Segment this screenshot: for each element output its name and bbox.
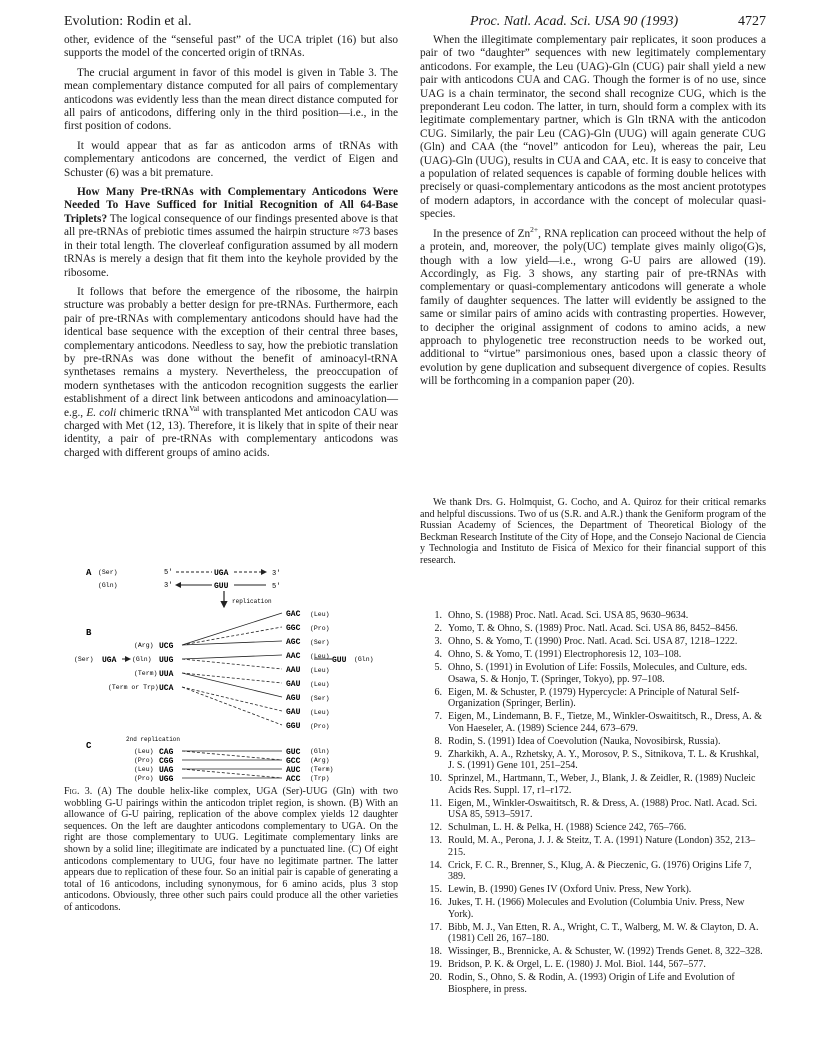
three-prime-label: 3' (164, 582, 173, 590)
three-prime-label-top: 3' (272, 570, 281, 578)
c-left-codon-0: CAG (159, 748, 174, 757)
right-codon-3: AAC (286, 652, 301, 661)
panel-b-left-codon: UGA (102, 656, 117, 665)
c-right-codon-0: GUC (286, 748, 301, 757)
section-heading: How Many Pre-tRNAs with Complementary Anticodons Were Needed To Have Sufficed for Initial Recognition of All 64-Base Triplets? (64, 186, 398, 225)
right-aa-6: (Ser) (310, 695, 330, 702)
reference-text: Ohno, S. (1991) in Evolution of Life: Fossils, Molecules, and Culture, eds. Osawa, S. & Honjo, T. (Springer, Tokyo), pp. 97–108. (448, 662, 748, 685)
text-run: It follows that before the emergence of the ribosome, the hairpin structure was probably a better design for pre-tRNAs. Furthermore, each pair of pre-tRNAs with complementary anticodons should have had the identical base sequence with the exception of their central three bases, complementary anticodons. Needless to say, how the prebiotic translation by pre-tRNAs was done without the benefit of aminoacyl-tRNA synthetases remains a mystery. Nevertheless, the preoccupation of modern synthetases with the anticodon recognition suggests the earlier establishment of a direct link between anticodons and aminoacylation—e.g., (64, 285, 398, 419)
reference-number: 1. (434, 610, 442, 621)
left-column (64, 34, 398, 466)
left-codon-1: UUG (159, 656, 174, 665)
journal-citation: Proc. Natl. Acad. Sci. USA 90 (1993) (470, 14, 679, 29)
reference-item (420, 749, 766, 772)
reference-item (420, 822, 766, 834)
panel-b-links (182, 613, 282, 725)
right-codon-6: AGU (286, 694, 301, 703)
paragraph (420, 224, 766, 389)
reference-item (420, 835, 766, 858)
paragraph: It would appear that as far as anticodon arms of tRNAs with complementary anticodons are concerned, the verdict of Eigen and Schuster (6) was a bit premature. (64, 139, 398, 179)
paragraph-text: The logical consequence of our findings presented above is that all pre-tRNAs of prebiotic times assumed the hairpin structure ≈73 bases in their total length. The cloverleaf configuration assumed by all modern tRNAs is merely a design that fit them into the keyhole provided by the ribosome. (64, 212, 398, 279)
right-codon-0: GAC (286, 610, 301, 619)
reference-number: 11. (429, 797, 442, 809)
right-codon-1: GGC (286, 624, 301, 633)
right-codon-4: AAU (286, 666, 301, 675)
right-codon-8: GGU (286, 722, 301, 731)
five-prime-label: 5' (164, 569, 173, 577)
panel-a-label: A (86, 568, 92, 578)
right-column (420, 34, 766, 395)
reference-number: 14. (429, 859, 442, 871)
right-aa-2: (Ser) (310, 639, 330, 646)
panel-b-ser-label: (Ser) (74, 656, 94, 663)
reference-item (420, 636, 766, 648)
reference-text: Bibb, M. J., Van Etten, R. A., Wright, C. T., Walberg, M. W. & Clayton, D. A. (1981) Cell 26, 167–180. (448, 921, 759, 944)
reference-item (420, 946, 766, 958)
reference-number: 8. (434, 735, 442, 747)
reference-text: Eigen, M., Lindemann, B. F., Tietze, M., Winkler-Oswaititsch, R., Dress, A. & Von Haeseler, A. (1989) Science 244, 673–679. (448, 711, 762, 734)
reference-item (420, 897, 766, 920)
figure-caption (64, 786, 398, 914)
superscript: 2+ (530, 224, 539, 234)
panel-a-gln-label: (Gln) (98, 582, 118, 589)
right-aa-3: (Leu) (310, 653, 330, 660)
right-codon-7: GAU (286, 708, 301, 717)
c-right-aa-0: (Gln) (310, 748, 330, 755)
c-left-codon-1: CGG (159, 757, 174, 766)
reference-item (420, 773, 766, 796)
c-left-codon-2: UAG (159, 766, 174, 775)
panel-b-right-codon: GUU (332, 656, 347, 665)
running-head-left (64, 14, 404, 30)
c-left-aa-0: (Leu) (134, 748, 154, 755)
panel-b-label: B (86, 628, 92, 638)
left-aa-2: (Term) (134, 670, 158, 677)
reference-number: 5. (434, 662, 442, 673)
left-aa-3: (Term or Trp) (108, 684, 159, 691)
reference-number: 19. (429, 959, 442, 970)
reference-item (420, 972, 766, 995)
reference-item (420, 610, 766, 622)
panel-a-ser-label: (Ser) (98, 569, 118, 576)
c-left-aa-1: (Pro) (134, 757, 154, 764)
reference-text: Rould, M. A., Perona, J. J. & Steitz, T. A. (1991) Nature (London) 352, 213–215. (448, 835, 756, 858)
panel-a-bottom-codon: GUU (214, 582, 229, 591)
reference-text: Yomo, T. & Ohno, S. (1989) Proc. Natl. Acad. Sci. USA 86, 8452–8456. (448, 623, 738, 634)
running-head-right (470, 14, 766, 30)
reference-text: Rodin, S. (1991) Idea of Coevolution (Nauka, Novosibirsk, Russia). (448, 735, 721, 747)
c-left-aa-3: (Pro) (134, 775, 154, 782)
reference-number: 10. (429, 773, 442, 784)
reference-text: Crick, F. C. R., Brenner, S., Klug, A. & Pieczenic, G. (1976) Origins Life 7, 389. (448, 859, 752, 882)
reference-text: Eigen, M., Winkler-Oswaititsch, R. & Dress, A. (1988) Proc. Natl. Acad. Sci. USA 85, 5913–5917. (448, 797, 758, 820)
right-aa-7: (Leu) (310, 709, 330, 716)
reference-number: 13. (429, 835, 442, 846)
section-paragraph (64, 186, 398, 280)
reference-item (420, 922, 766, 945)
panel-b-gln-label: (Gln) (132, 656, 152, 663)
superscript: Val (189, 403, 200, 413)
reference-item (420, 649, 766, 661)
reference-text: Rodin, S., Ohno, S. & Rodin, A. (1993) Origin of Life and Evolution of Biosphere, in press. (448, 972, 735, 995)
paragraph (64, 286, 398, 460)
right-aa-5: (Leu) (310, 681, 330, 688)
c-right-aa-3: (Trp) (310, 775, 330, 782)
reference-item (420, 623, 766, 635)
reference-text: Jukes, T. H. (1966) Molecules and Evolution (Columbia Univ. Press, New York). (448, 897, 745, 920)
page-number: 4727 (738, 14, 766, 29)
c-right-codon-3: ACC (286, 775, 301, 783)
paragraph: The crucial argument in favor of this model is given in Table 3. The mean complementary distance computed for all pairs of complementary anticodons was evidently less than the mean direct distance computed for all pairs of anticodons, differing only in the third position—i.e., in the first position of codons. (64, 66, 398, 133)
c-right-aa-1: (Arg) (310, 757, 330, 764)
left-aa-0: (Arg) (134, 642, 154, 649)
reference-item (420, 736, 766, 748)
reference-number: 17. (429, 921, 442, 933)
reference-text: Ohno, S. (1988) Proc. Natl. Acad. Sci. USA 85, 9630–9634. (448, 610, 689, 621)
panel-b-right-gln: (Gln) (354, 656, 374, 663)
reference-text: Schulman, L. H. & Pelka, H. (1988) Science 242, 765–766. (448, 822, 687, 833)
reference-number: 18. (429, 946, 442, 957)
reference-text: Zharkikh, A. A., Rzhetsky, A. Y., Morosov, P. S., Sitnikova, T. L. & Krushkal, J. S. (1991) Gene 101, 251–254. (448, 748, 759, 771)
reference-item (420, 884, 766, 896)
left-codon-2: UUA (159, 670, 174, 679)
reference-number: 3. (434, 636, 442, 647)
paragraph: other, evidence of the “senseful past” of the UCA triplet (16) but also supports the model of the concerted origin of tRNAs. (64, 34, 398, 60)
reference-number: 6. (434, 686, 442, 698)
right-codon-2: AGC (286, 638, 301, 647)
text-run: chimeric tRNA (116, 406, 190, 419)
panel-c-label: C (86, 741, 92, 751)
right-daughters-group (286, 610, 330, 731)
text-run: In the presence of Zn (433, 227, 531, 240)
right-aa-0: (Leu) (310, 611, 330, 618)
right-aa-8: (Pro) (310, 723, 330, 730)
reference-number: 9. (434, 748, 442, 760)
c-right-codon-1: GCC (286, 757, 301, 766)
reference-item (420, 711, 766, 734)
reference-item (420, 860, 766, 883)
reference-number: 15. (429, 884, 442, 895)
reference-number: 4. (434, 649, 442, 660)
c-right-codon-2: AUC (286, 766, 301, 775)
c-right-aa-2: (Term) (310, 766, 334, 773)
panel-c-links (182, 751, 282, 778)
right-aa-1: (Pro) (310, 625, 330, 632)
reference-text: Ohno, S. & Yomo, T. (1990) Proc. Natl. Acad. Sci. USA 87, 1218–1222. (448, 636, 738, 647)
reference-item (420, 687, 766, 710)
species-name: E. coli (86, 406, 117, 419)
panel-a-top-codon: UGA (214, 569, 229, 578)
reference-item (420, 662, 766, 685)
reference-text: Bridson, P. K. & Orgel, L. E. (1980) J. Mol. Biol. 144, 567–577. (448, 959, 706, 970)
left-codon-0: UCG (159, 642, 174, 651)
reference-number: 7. (434, 711, 442, 722)
reference-list (420, 610, 766, 997)
c-left-aa-2: (Leu) (134, 766, 154, 773)
running-head-title: Evolution: Rodin et al. (64, 14, 192, 29)
second-replication-label: 2nd replication (126, 736, 181, 743)
right-aa-4: (Leu) (310, 667, 330, 674)
paragraph: When the illegitimate complementary pair replicates, it soon produces a pair of two “daughter” sequences with new legitimately complementary anticodons. For example, the Leu (UAG)-Gln (CUG) pair shall yield a new pair with anticodons CUA and CAG. Though the former is of no use, since UAG is a chain terminator, the second shall recognize CUG, which is the preponderant Leu codon. The latter, in turn, should form a complex with its legitimate complementary partner, which is Gln tRNA with the anticodon CUG. Similarly, the pair Leu (CAG)-Gln (UUG) will again generate CUG (Gln) and CAA (the “novel” anticodon for Leu), whereas the pair, Leu (UAG)-Gln (UUG), results in CUA and CAA, etc. It is easy to conceive that a population of related sequences is capable of forming double helices with precisely or quasi-complementary anticodons as the most ancient prototypes of modern adaptors, in accordance with the concept of molecular quasi-species. (420, 34, 766, 221)
reference-number: 16. (429, 897, 442, 908)
reference-text: Ohno, S. & Yomo, T. (1991) Electrophoresis 12, 103–108. (448, 649, 682, 660)
figure-label: Fig. 3. (64, 786, 93, 797)
replication-label: replication (232, 598, 272, 605)
c-left-codon-3: UGG (159, 775, 174, 783)
figure-3-diagram (64, 563, 398, 783)
reference-number: 20. (429, 972, 442, 983)
left-codon-3: UCA (159, 684, 174, 693)
reference-number: 2. (434, 623, 442, 634)
text-run: , RNA replication can proceed without the help of a protein, and, moreover, the poly(UC) template gives mainly oligo(G)s, though with a low yield—i.e., wrong G-U pairs are allowed (19). Accordingly, as Fig. 3 shows, any starting pair of pre-tRNAs with complementary or quasi-complementary anticodons will generate a whole family of daughter sequences. The latter will evidently be assigned to the same or similar pairs of amino acids with contrasting properties. However, to decipher the original assignment of codons to amino acids, a new approach to phylogenetic tree reconstruction needs to be worked out, additional to “virtue” parsimonious ones, based upon a classic theory of evolution by gene duplication and subsequent divergence of copies. Results will be forthcoming in a companion paper (20). (420, 227, 766, 388)
reference-item (420, 959, 766, 971)
five-prime-label-bottom: 5' (272, 583, 281, 591)
text-run: with transplanted Met anticodon CAU was charged with Met (12, 13). Therefore, it is likely that in spite of their near identity, a pair of pre-tRNAs with complementary anticodons was charged with different groups of amino acids. (64, 406, 398, 459)
reference-number: 12. (429, 822, 442, 833)
reference-text: Lewin, B. (1990) Genes IV (Oxford Univ. Press, New York). (448, 884, 692, 895)
caption-text: (A) The double helix-like complex, UGA (Ser)-UUG (Gln) with two wobbling G-U pairings within the anticodon triplet region, is shown. (B) With an allowance of G-U pairing, replication of the above complex yields 12 daughter sequences. On the left are daughter anticodons complementary to UGA. On the right are those complementary to UUG. Legitimate complementary links are shown by a solid line; illegitimate are indicated by a punctuated line. (C) Of eight anticodons complementary to UUG, four have no legitimate partner. The latter appears due to replication of these four. So an initial pair is capable of generating a total of 16 anticodons, including synonymous, for 6 amino acids, plus 3 stop anticodons. Obviously, three other such pairs could produce all the other varieties of anticodons. (64, 786, 398, 913)
acknowledgment: We thank Drs. G. Holmquist, G. Cocho, and A. Quiroz for their critical remarks and helpful discussions. Two of us (S.R. and A.R.) thank the Geniform program of the Russian Academy of Sciences, the Department of Theoretical Biology of the Beckman Research Institute of the City of Hope, and the Consejo Nacional de Ciencia y Technologia and Instituto de Fisica of Mexico for their financial support of this research. (420, 497, 766, 566)
reference-text: Wissinger, B., Brennicke, A. & Schuster, W. (1992) Trends Genet. 8, 322–328. (448, 946, 763, 957)
reference-text: Sprinzel, M., Hartmann, T., Weber, J., Blank, J. & Zeidler, R. (1989) Nucleic Acids Res. Suppl. 17, r1–r172. (448, 773, 756, 796)
reference-item (420, 798, 766, 821)
reference-text: Eigen, M. & Schuster, P. (1979) Hypercycle: A Principle of Natural Self-Organization (Springer, Berlin). (448, 686, 740, 709)
right-codon-5: GAU (286, 680, 301, 689)
